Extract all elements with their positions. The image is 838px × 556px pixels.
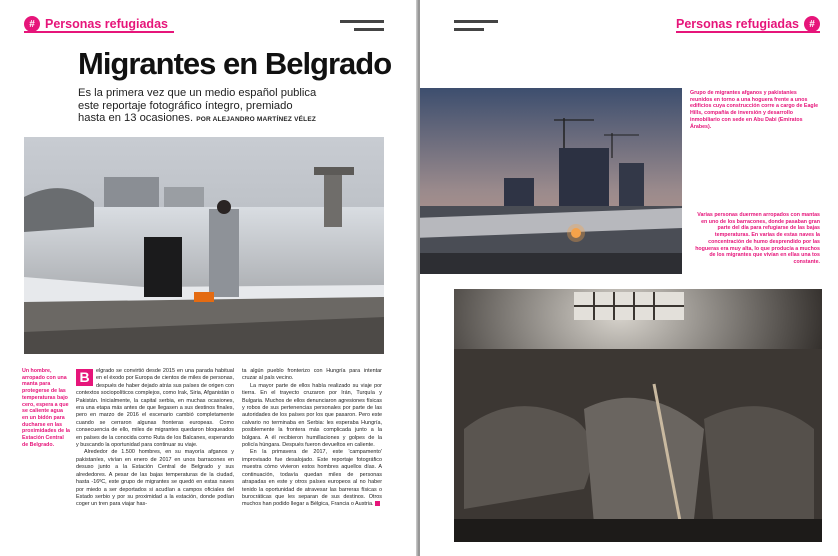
left-page: [0, 0, 418, 556]
standfirst: [78, 87, 318, 127]
caption-bottom-right-photo: Varias personas duermen arropados con mantas en uno de los barracones, donde pasaban gran parte del día para refugiarse de las bajas temperaturas. En varias de estas naves la concentración de humo desprendido por las hogueras era muy alta, lo que producía a muchos de los migrantes que vivían en ellas una tos constante.: [695, 212, 820, 265]
dropcap: B: [76, 369, 93, 386]
section-label-left: Personas refugiadas: [45, 17, 168, 31]
body-column-1: [76, 368, 234, 509]
section-rule-left: [24, 31, 174, 33]
standfirst-text: Es la primera vez que un medio español publica este reportaje fotográfico íntegro, premiado hasta en 13 ocasiones.: [78, 87, 317, 124]
photo-man-blanket: [24, 137, 384, 354]
headline: Migrantes en Belgrado: [78, 46, 392, 81]
section-label-right: Personas refugiadas: [676, 17, 799, 31]
caption-top-right-photo: Grupo de migrantes afganos y pakistaníes reunidos en torno a una hoguera frente a unos edificios cuya construcción corre a cargo de Eagle Hills, compañía de inversión y desarrollo inmobiliario con sede en Abu Dabi (Emiratos Árabes).: [690, 90, 819, 130]
body-paragraph: Alrededor de 1.500 hombres, en su mayoría afganos y pakistaníes, vivían en enero de 2017 en unos barracones en desuso junto a la Estación Central de Belgrado y sus alrededores. A pesar de las bajas temperaturas de la ciudad, hasta -16ºC, este grupo de migrantes se quedó en estas naves por miedo a ser deportados si acudían a campos oficiales del Estado serbio y por su proximidad a la estación, donde podían coger un tren para viajar has-: [76, 449, 234, 508]
hash-icon: #: [24, 16, 40, 32]
body-paragraph: B elgrado se convirtió desde 2015 en una parada habitual en el éxodo por Europa de cientos de miles de personas, después de haber dejado atrás sus países de origen con contextos sociopolíticos complejos, como Irak, Siria, Afganistán o Pakistán. Inicialmente, la capital serbia, en muchas ocasiones, era una etapa más antes de que llegasen a sus destinos finales, pero en marzo de 2016 el escenario cambió completamente cuando se cerraron algunas fronteras europeas. Como consecuencia de ello, miles de migrantes quedaron bloqueados en países de la conocida como Ruta de los Balcanes, esperando y buscando la oportunidad para continuar su viaje.: [76, 368, 234, 449]
decor-dash: [454, 20, 498, 23]
photo-bonfire-construction: [420, 88, 682, 274]
end-mark-icon: [375, 501, 380, 506]
decor-dash: [454, 28, 484, 31]
body-paragraph: La mayor parte de ellos había realizado su viaje por tierra. En el trayecto cruzaron por Irán, Turquía y Bulgaria. Muchos de ellos denunciaron agresiones físicas y robos de sus pertenencias personales por parte de las autoridades de los países por los que pasaron. Pero este calvario no terminaba en Serbia: les esperaba Hungría, posiblemente la frontera más complicada junto a la búlgara. A él recibieron humillaciones y golpes de la policía húngara. Después fueron devueltos en caliente.: [242, 382, 382, 449]
section-header-right: [676, 16, 820, 32]
byline: POR ALEJANDRO MARTÍNEZ VÉLEZ: [196, 116, 317, 123]
photo-sleeping-barracks: [454, 289, 822, 542]
decor-dash: [354, 28, 384, 31]
decor-dash: [340, 20, 384, 23]
section-rule-right: [676, 31, 820, 33]
body-column-2: [242, 368, 382, 509]
section-header-left: [24, 16, 168, 32]
caption-left-photo: Un hombre, arropado con una manta para protegerse de las temperaturas bajo cero, espera a que se caliente agua en un bidón para ducharse en las proximidades de la Estación Central de Belgrado.: [22, 368, 70, 448]
body-paragraph: ta algún pueblo fronterizo con Hungría para intentar cruzar al país vecino.: [242, 368, 382, 382]
body-paragraph: En la primavera de 2017, este 'campamento' improvisado fue desalojado. Este reportaje fotográfico muestra cómo vivieron estos hombres aquellos días. A continuación, todavía quedan miles de personas atrapadas en este y otros países europeos al no haber tenido la oportunidad de atravesar las barreras físicas o burocráticas que les separan de sus destinos. Otros muchos han podido llegar a Bélgica, Francia o Austria.: [242, 449, 382, 508]
hash-icon: #: [804, 16, 820, 32]
right-page: [420, 0, 838, 556]
